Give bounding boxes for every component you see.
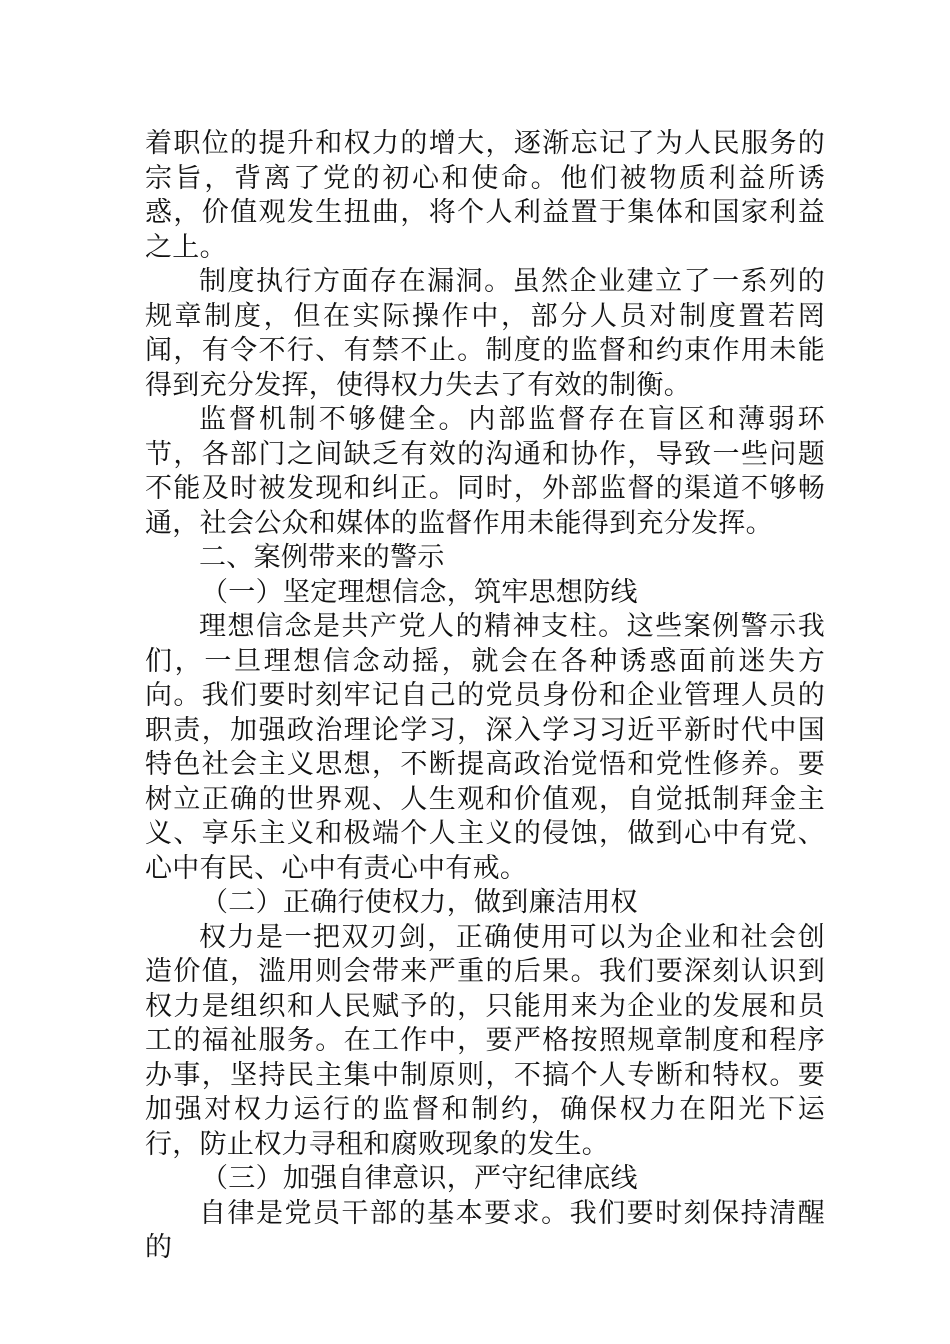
paragraph-supervision-mechanism: 监督机制不够健全。内部监督存在盲区和薄弱环节，各部门之间缺乏有效的沟通和协作，导致一些问题不能及时被发现和纠正。同时，外部监督的渠道不够畅通，社会公众和媒体的监督作用未能得到充分发挥。 xyxy=(145,404,825,539)
subheading-ideals: （一）坚定理想信念，筑牢思想防线 xyxy=(201,576,638,608)
subheading-power: （二）正确行使权力，做到廉洁用权 xyxy=(201,887,638,918)
document-body xyxy=(145,127,825,1266)
section-heading-warnings: 二、案例带来的警示 xyxy=(199,542,445,573)
subheading-self-discipline: （三）加强自律意识，严守纪律底线 xyxy=(201,1163,638,1194)
paragraph-self-discipline: 自律是党员干部的基本要求。我们要时刻保持清醒的 xyxy=(145,1197,825,1263)
paragraph-power: 权力是一把双刃剑，正确使用可以为企业和社会创造价值，滥用则会带来严重的后果。我们要深刻认识到权力是组织和人民赋予的，只能用来为企业的发展和员工的福祉服务。在工作中，要严格按照规章制度和程序办事，坚持民主集中制原则，不搞个人专断和特权。要加强对权力运行的监督和制约，确保权力在阳光下运行，防止权力寻租和腐败现象的发生。 xyxy=(145,921,825,1160)
paragraph-ideals: 理想信念是共产党人的精神支柱。这些案例警示我们，一旦理想信念动摇，就会在各种诱惑面前迷失方向。我们要时刻牢记自己的党员身份和企业管理人员的职责，加强政治理论学习，深入学习习近平新时代中国特色社会主义思想，不断提高政治觉悟和党性修养。要树立正确的世界观、人生观和价值观，自觉抵制拜金主义、享乐主义和极端个人主义的侵蚀，做到心中有党、心中有民、心中有责心中有戒。 xyxy=(145,611,825,884)
paragraph-system-loopholes: 制度执行方面存在漏洞。虽然企业建立了一系列的规章制度，但在实际操作中，部分人员对制度置若罔闻，有令不行、有禁不止。制度的监督和约束作用未能得到充分发挥，使得权力失去了有效的制衡。 xyxy=(145,266,825,401)
paragraph-continuation: 着职位的提升和权力的增大，逐渐忘记了为人民服务的宗旨，背离了党的初心和使命。他们被物质利益所诱惑，价值观发生扭曲，将个人利益置于集体和国家利益之上。 xyxy=(145,128,825,263)
